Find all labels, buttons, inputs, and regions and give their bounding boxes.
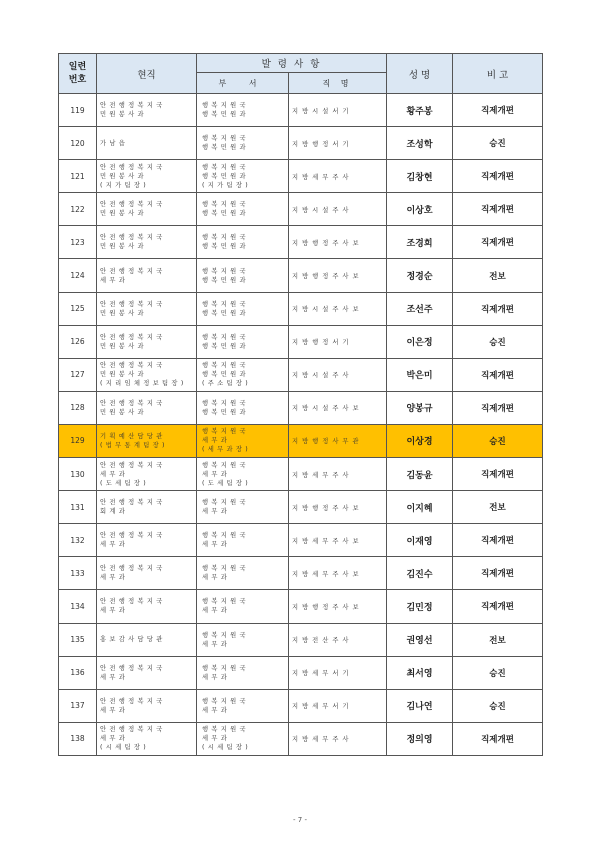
table-row [59, 557, 543, 590]
table-row [59, 160, 543, 193]
serial-number-cell: 130 [59, 458, 97, 491]
new-dept-cell: 행복지원국 행복민원과 [197, 325, 289, 358]
grade-cell: 지방행정주사보 [289, 226, 387, 259]
table-row [59, 656, 543, 689]
serial-number-cell: 123 [59, 226, 97, 259]
note-cell: 직제개편 [453, 557, 543, 590]
new-dept-cell: 행복지원국 세무과 (시세팀장) [197, 722, 289, 755]
serial-number-cell: 131 [59, 491, 97, 524]
table-row [59, 127, 543, 160]
new-dept-cell: 행복지원국 세무과 [197, 689, 289, 722]
current-post-cell: 홍보감사담당관 [97, 623, 197, 656]
note-cell: 승진 [453, 127, 543, 160]
current-post-cell: 안전행정복지국 세무과 (시세팀장) [97, 722, 197, 755]
person-name-cell: 김민정 [387, 590, 453, 623]
new-dept-cell: 행복지원국 행복민원과 (지가팀장) [197, 160, 289, 193]
grade-cell: 지방세무주사 [289, 160, 387, 193]
serial-number-cell: 120 [59, 127, 97, 160]
serial-number-cell: 135 [59, 623, 97, 656]
person-name-cell: 정의영 [387, 722, 453, 755]
current-post-cell: 안전행정복지국 세무과 [97, 590, 197, 623]
current-post-cell: 안전행정복지국 세무과 [97, 557, 197, 590]
grade-cell: 지방행정사무관 [289, 424, 387, 457]
new-dept-cell: 행복지원국 세무과 [197, 590, 289, 623]
new-dept-cell: 행복지원국 세무과 [197, 557, 289, 590]
appointment-header: 발 령 사 항 [197, 54, 387, 73]
serial-number-cell: 136 [59, 656, 97, 689]
grade-cell: 지방시설주사보 [289, 292, 387, 325]
table-row [59, 458, 543, 491]
current-post-cell: 안전행정복지국 민원봉사과 [97, 391, 197, 424]
note-cell: 직제개편 [453, 524, 543, 557]
table-row [59, 94, 543, 127]
current-post-cell: 가남읍 [97, 127, 197, 160]
table-row [59, 524, 543, 557]
current-post-cell: 안전행정복지국 민원봉사과 (지가팀장) [97, 160, 197, 193]
current-post-cell: 안전행정복지국 민원봉사과 [97, 193, 197, 226]
table-row [59, 193, 543, 226]
grade-cell: 지방행정주사보 [289, 590, 387, 623]
note-cell: 승진 [453, 325, 543, 358]
serial-number-cell: 137 [59, 689, 97, 722]
table-row [59, 623, 543, 656]
note-cell: 승진 [453, 689, 543, 722]
table-row [59, 226, 543, 259]
grade-cell: 지방세무서기 [289, 656, 387, 689]
serial-number-cell: 126 [59, 325, 97, 358]
grade-cell: 지방세무주사보 [289, 557, 387, 590]
new-dept-cell: 행복지원국 세무과 [197, 491, 289, 524]
serial-number-cell: 129 [59, 424, 97, 457]
note-cell: 직제개편 [453, 590, 543, 623]
table-row [59, 259, 543, 292]
note-cell: 직제개편 [453, 458, 543, 491]
page-number: - 7 - [293, 816, 307, 824]
new-dept-cell: 행복지원국 세무과 (세무과장) [197, 424, 289, 457]
current-post-cell: 안전행정복지국 민원봉사과 [97, 226, 197, 259]
new-dept-cell: 행복지원국 행복민원과 [197, 259, 289, 292]
serial-number-cell: 134 [59, 590, 97, 623]
note-cell: 승진 [453, 656, 543, 689]
serial-number-cell: 132 [59, 524, 97, 557]
serial-number-cell: 138 [59, 722, 97, 755]
current-post-cell: 안전행정복지국 회계과 [97, 491, 197, 524]
person-name-cell: 김나연 [387, 689, 453, 722]
grade-cell: 지방세무주사 [289, 458, 387, 491]
new-dept-cell: 행복지원국 행복민원과 [197, 193, 289, 226]
table-row [59, 292, 543, 325]
note-cell: 전보 [453, 623, 543, 656]
current-post-header: 현직 [97, 54, 197, 94]
table-row [59, 424, 543, 457]
person-name-cell: 이재영 [387, 524, 453, 557]
current-post-cell: 안전행정복지국 세무과 [97, 524, 197, 557]
person-name-cell: 조성학 [387, 127, 453, 160]
serial-number-cell: 121 [59, 160, 97, 193]
grade-cell: 지방세무주사보 [289, 524, 387, 557]
person-name-cell: 양봉규 [387, 391, 453, 424]
grade-cell: 지방행정주사보 [289, 259, 387, 292]
current-post-cell: 안전행정복지국 세무과 [97, 656, 197, 689]
serial-number-cell: 133 [59, 557, 97, 590]
current-post-cell: 안전행정복지국 민원봉사과 [97, 325, 197, 358]
note-cell: 직제개편 [453, 292, 543, 325]
person-name-cell: 김동윤 [387, 458, 453, 491]
note-cell: 직제개편 [453, 94, 543, 127]
grade-cell: 지방시설주사 [289, 193, 387, 226]
dept-header: 부 서 [197, 73, 289, 94]
note-cell: 승진 [453, 424, 543, 457]
note-cell: 직제개편 [453, 193, 543, 226]
table-row [59, 689, 543, 722]
person-name-cell: 정경순 [387, 259, 453, 292]
table-row [59, 590, 543, 623]
table-row [59, 325, 543, 358]
person-name-cell: 이상호 [387, 193, 453, 226]
personnel-roster-table [58, 53, 543, 756]
serial-number-cell: 124 [59, 259, 97, 292]
grade-cell: 지방시설주사보 [289, 391, 387, 424]
table-row [59, 358, 543, 391]
new-dept-cell: 행복지원국 행복민원과 [197, 127, 289, 160]
note-cell: 직제개편 [453, 722, 543, 755]
serial-number-cell: 119 [59, 94, 97, 127]
person-name-cell: 이지혜 [387, 491, 453, 524]
grade-header: 직 명 [289, 73, 387, 94]
current-post-cell: 안전행정복지국 민원봉사과 [97, 292, 197, 325]
new-dept-cell: 행복지원국 행복민원과 [197, 391, 289, 424]
note-cell: 직제개편 [453, 226, 543, 259]
new-dept-cell: 행복지원국 행복민원과 (주소팀장) [197, 358, 289, 391]
serial-header: 일련 번호 [59, 54, 97, 94]
person-name-cell: 조경희 [387, 226, 453, 259]
grade-cell: 지방세무주사 [289, 722, 387, 755]
current-post-cell: 기획예산담당관 (법무통계팀장) [97, 424, 197, 457]
serial-number-cell: 122 [59, 193, 97, 226]
new-dept-cell: 행복지원국 세무과 (도세팀장) [197, 458, 289, 491]
serial-number-cell: 127 [59, 358, 97, 391]
note-cell: 직제개편 [453, 160, 543, 193]
new-dept-cell: 행복지원국 세무과 [197, 623, 289, 656]
new-dept-cell: 행복지원국 행복민원과 [197, 292, 289, 325]
current-post-cell: 안전행정복지국 세무과 [97, 689, 197, 722]
current-post-cell: 안전행정복지국 민원봉사과 [97, 94, 197, 127]
serial-number-cell: 125 [59, 292, 97, 325]
table-row [59, 391, 543, 424]
person-name-cell: 최서영 [387, 656, 453, 689]
table-row [59, 491, 543, 524]
person-name-cell: 이상경 [387, 424, 453, 457]
note-cell: 전보 [453, 491, 543, 524]
current-post-cell: 안전행정복지국 세무과 [97, 259, 197, 292]
new-dept-cell: 행복지원국 세무과 [197, 524, 289, 557]
new-dept-cell: 행복지원국 행복민원과 [197, 226, 289, 259]
current-post-cell: 안전행정복지국 세무과 (도세팀장) [97, 458, 197, 491]
table-row [59, 722, 543, 755]
grade-cell: 지방전산주사 [289, 623, 387, 656]
person-name-cell: 김창현 [387, 160, 453, 193]
person-name-cell: 박은미 [387, 358, 453, 391]
person-name-cell: 조선주 [387, 292, 453, 325]
name-header: 성 명 [387, 54, 453, 94]
grade-cell: 지방행정주사보 [289, 491, 387, 524]
grade-cell: 지방행정서기 [289, 325, 387, 358]
note-cell: 직제개편 [453, 358, 543, 391]
note-cell: 직제개편 [453, 391, 543, 424]
grade-cell: 지방세무서기 [289, 689, 387, 722]
grade-cell: 지방행정서기 [289, 127, 387, 160]
serial-number-cell: 128 [59, 391, 97, 424]
new-dept-cell: 행복지원국 행복민원과 [197, 94, 289, 127]
person-name-cell: 황주봉 [387, 94, 453, 127]
new-dept-cell: 행복지원국 세무과 [197, 656, 289, 689]
grade-cell: 지방시설서기 [289, 94, 387, 127]
note-header: 비 고 [453, 54, 543, 94]
person-name-cell: 김진수 [387, 557, 453, 590]
person-name-cell: 이은정 [387, 325, 453, 358]
person-name-cell: 권영선 [387, 623, 453, 656]
grade-cell: 지방시설주사 [289, 358, 387, 391]
note-cell: 전보 [453, 259, 543, 292]
current-post-cell: 안전행정복지국 민원봉사과 (지리임체정보팀장) [97, 358, 197, 391]
